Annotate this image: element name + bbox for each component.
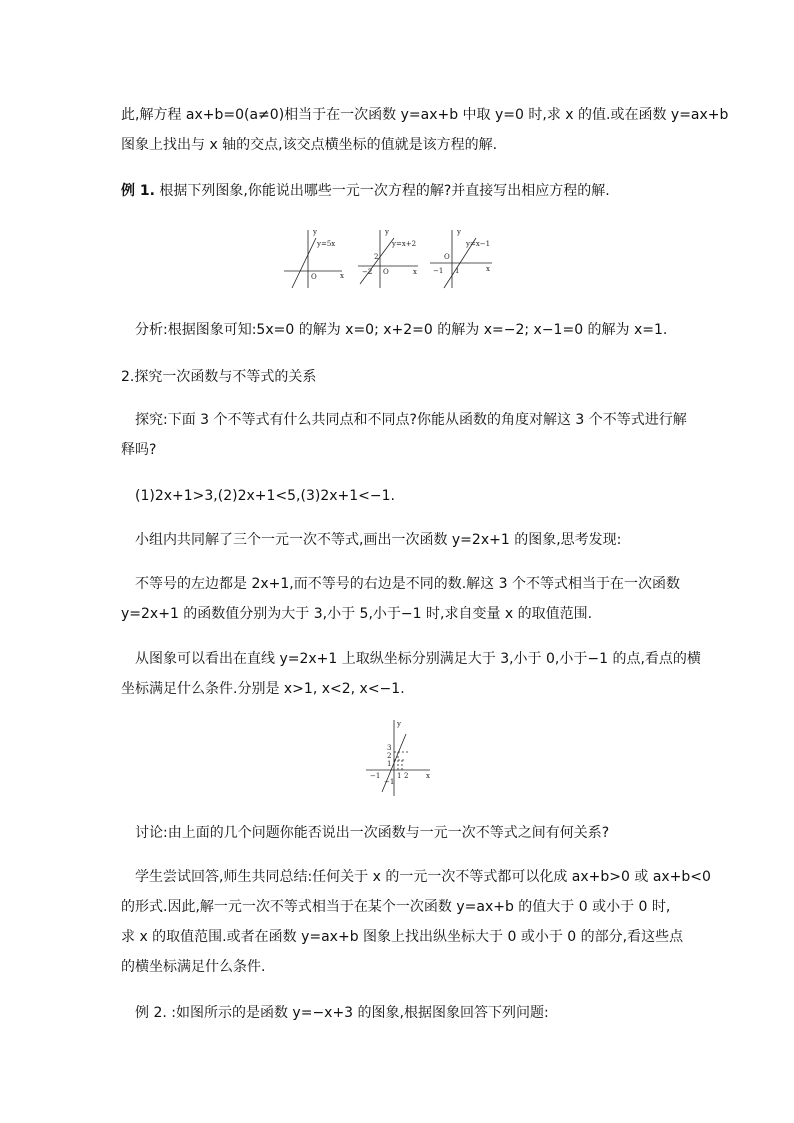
graph-line-2: 坐标满足什么条件.分别是 x>1, x<2, x<−1. — [121, 681, 405, 697]
graph4-y-label: y — [397, 720, 401, 728]
ineq-line-2: y=2x+1 的函数值分别为大于 3,小于 5,小于−1 时,求自变量 x 的取值范围. — [121, 606, 593, 622]
ineq-line-1: 不等号的左边都是 2x+1,而不等号的右边是不同的数.解这 3 个不等式相当于在一次函数 — [135, 576, 680, 592]
graph4-tick-x-1: 1 — [397, 772, 402, 780]
analysis: 分析:根据图象可知:5x=0 的解为 x=0; x+2=0 的解为 x=−2; x−1=0 的解为 x=1. — [135, 322, 668, 338]
graph2-eq: y=x+2 — [392, 240, 417, 248]
graph4-tick-x-neg1: −1 — [370, 772, 381, 780]
explore-line-1: 探究:下面 3 个不等式有什么共同点和不同点?你能从函数的角度对解这 3 个不等式进行解 — [135, 412, 687, 428]
graph4-tick-x-2: 2 — [404, 772, 409, 780]
graph3-tick-x-neg: −1 — [433, 267, 444, 275]
graph1-eq: y=5x — [317, 240, 336, 248]
graph-y-2x-plus-1 — [364, 718, 434, 798]
graph4-x-label: x — [426, 772, 430, 780]
example-1 — [121, 182, 610, 200]
summary-line-4: 的横坐标满足什么条件. — [121, 959, 266, 975]
graph4-tick-2: 2 — [387, 752, 392, 760]
example-1-label: 例 1. — [121, 183, 155, 199]
example-1-graphs — [280, 226, 505, 290]
graph1-origin: O — [311, 273, 317, 281]
explore-line-2: 释吗? — [121, 442, 157, 458]
graph2-tick-x: −2 — [362, 268, 373, 276]
graph-y-5x — [284, 228, 344, 288]
summary-line-3: 求 x 的取值范围.或者在函数 y=ax+b 图象上找出纵坐标大于 0 或小于 0 的部分,看这些点 — [121, 929, 684, 945]
discuss: 讨论:由上面的几个问题你能否说出一次函数与一元一次不等式之间有何关系? — [135, 825, 610, 841]
intro-line-1: 此,解方程 ax+b=0(a≠0)相当于在一次函数 y=ax+b 中取 y=0 时,求 x 的值.或在函数 y=ax+b — [121, 107, 729, 123]
graph-y-x-plus-2 — [358, 228, 418, 288]
graph1-x-label: x — [340, 272, 344, 280]
graph2-tick-y: 2 — [374, 253, 379, 261]
graph3-eq: y=x−1 — [466, 240, 491, 248]
graph1-y-label: y — [313, 228, 317, 236]
graph4-tick-3: 3 — [387, 744, 392, 752]
inequalities: (1)2x+1>3,(2)2x+1<5,(3)2x+1<−1. — [135, 488, 395, 504]
graph4-tick-1: 1 — [387, 760, 392, 768]
graph-line-1: 从图象可以看出在直线 y=2x+1 上取纵坐标分别满足大于 3,小于 0,小于−1 的点,看点的横 — [135, 651, 701, 667]
graph2-x-label: x — [413, 268, 417, 276]
example-1-text: 根据下列图象,你能说出哪些一元一次方程的解?并直接写出相应方程的解. — [159, 183, 610, 199]
group-text: 小组内共同解了三个一元一次不等式,画出一次函数 y=2x+1 的图象,思考发现: — [135, 532, 622, 548]
graph3-y-label: y — [457, 228, 461, 236]
graph3-tick-x-pos: 1 — [455, 267, 460, 275]
graph2-y-label: y — [385, 228, 389, 236]
graph2-origin: O — [383, 268, 389, 276]
graph4-tick-neg1: −1 — [384, 778, 395, 786]
graph-y-x-minus-1 — [430, 228, 492, 288]
graph3-origin: O — [444, 253, 450, 261]
summary-line-2: 的形式.因此,解一元一次不等式相当于在某个一次函数 y=ax+b 的值大于 0 或小于 0 时, — [121, 899, 671, 915]
graph3-x-label: x — [486, 265, 490, 273]
example-2: 例 2. :如图所示的是函数 y=−x+3 的图象,根据图象回答下列问题: — [135, 1005, 549, 1021]
summary-line-1: 学生尝试回答,师生共同总结:任何关于 x 的一元一次不等式都可以化成 ax+b>0 或 ax+b<0 — [135, 869, 711, 885]
section-2-heading: 2.探究一次函数与不等式的关系 — [121, 369, 317, 385]
intro-line-2: 图象上找出与 x 轴的交点,该交点横坐标的值就是该方程的解. — [121, 137, 498, 153]
